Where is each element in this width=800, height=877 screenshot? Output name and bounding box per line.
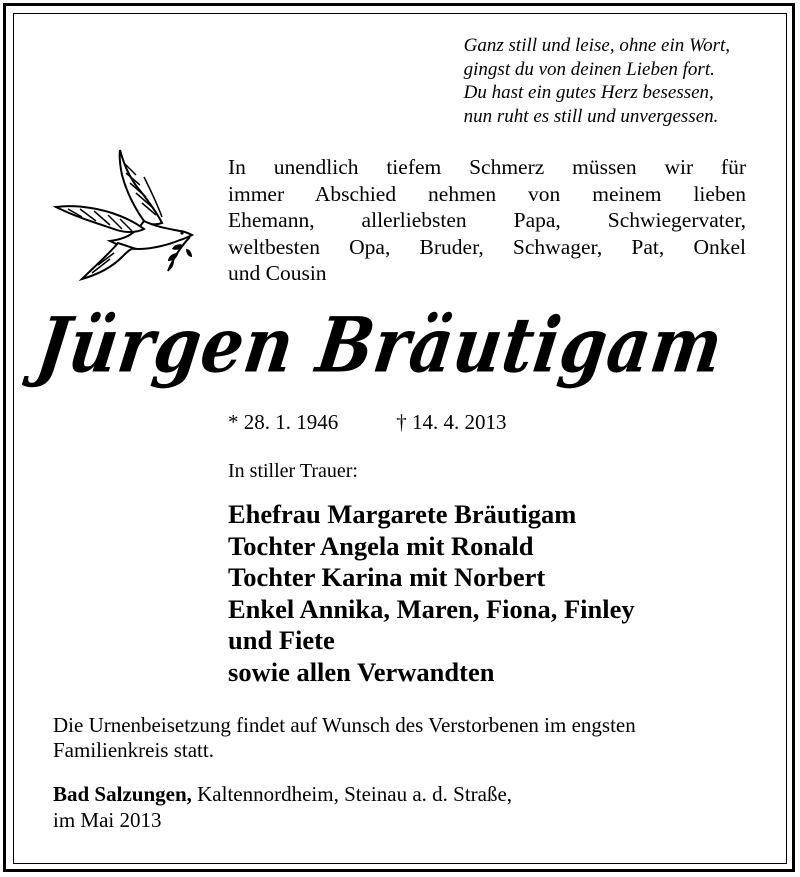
dove-icon xyxy=(52,145,207,285)
intro-text xyxy=(228,154,746,287)
family-line: sowie allen Verwandten xyxy=(228,656,495,687)
birth-date: * 28. 1. 1946 xyxy=(228,410,339,434)
intro-line: weltbesten Opa, Bruder, Schwager, Pat, Onkel xyxy=(228,234,746,259)
life-dates xyxy=(228,410,507,435)
family-list xyxy=(228,499,635,688)
intro-line: Ehemann, allerliebsten Papa, Schwiegervater, xyxy=(228,208,746,232)
place-and-date xyxy=(53,781,512,833)
family-line: Enkel Annika, Maren, Fiona, Finley xyxy=(228,593,635,624)
family-line: Ehefrau Margarete Bräutigam xyxy=(228,499,577,529)
deceased-name: Jürgen Bräutigam xyxy=(31,300,729,390)
place-secondary: Kaltennordheim, Steinau a. d. Straße, xyxy=(191,782,513,806)
poem xyxy=(464,34,730,128)
death-date: † 14. 4. 2013 xyxy=(396,410,507,434)
poem-line: gingst du von deinen Lieben fort. xyxy=(463,58,715,80)
place-line xyxy=(53,781,512,807)
publication-date: im Mai 2013 xyxy=(53,808,162,832)
burial-notice: Die Urnenbeisetzung findet auf Wunsch des Verstorbenen im engsten Familienkreis statt. xyxy=(53,713,636,762)
mourning-label: In stiller Trauer: xyxy=(228,460,358,482)
family-line: und Fiete xyxy=(228,625,335,655)
poem-line: Ganz still und leise, ohne ein Wort, xyxy=(463,35,730,56)
intro-line: immer Abschied nehmen von meinem lieben xyxy=(228,181,746,206)
poem-line: nun ruht es still und unvergessen. xyxy=(463,105,719,127)
place-primary: Bad Salzungen, xyxy=(53,782,192,806)
poem-line: Du hast ein gutes Herz besessen, xyxy=(463,82,714,103)
intro-line: und Cousin xyxy=(228,261,327,285)
intro-line: In unendlich tiefem Schmerz müssen wir für xyxy=(228,155,746,179)
family-line: Tochter Angela mit Ronald xyxy=(228,530,534,561)
family-line: Tochter Karina mit Norbert xyxy=(228,562,546,592)
